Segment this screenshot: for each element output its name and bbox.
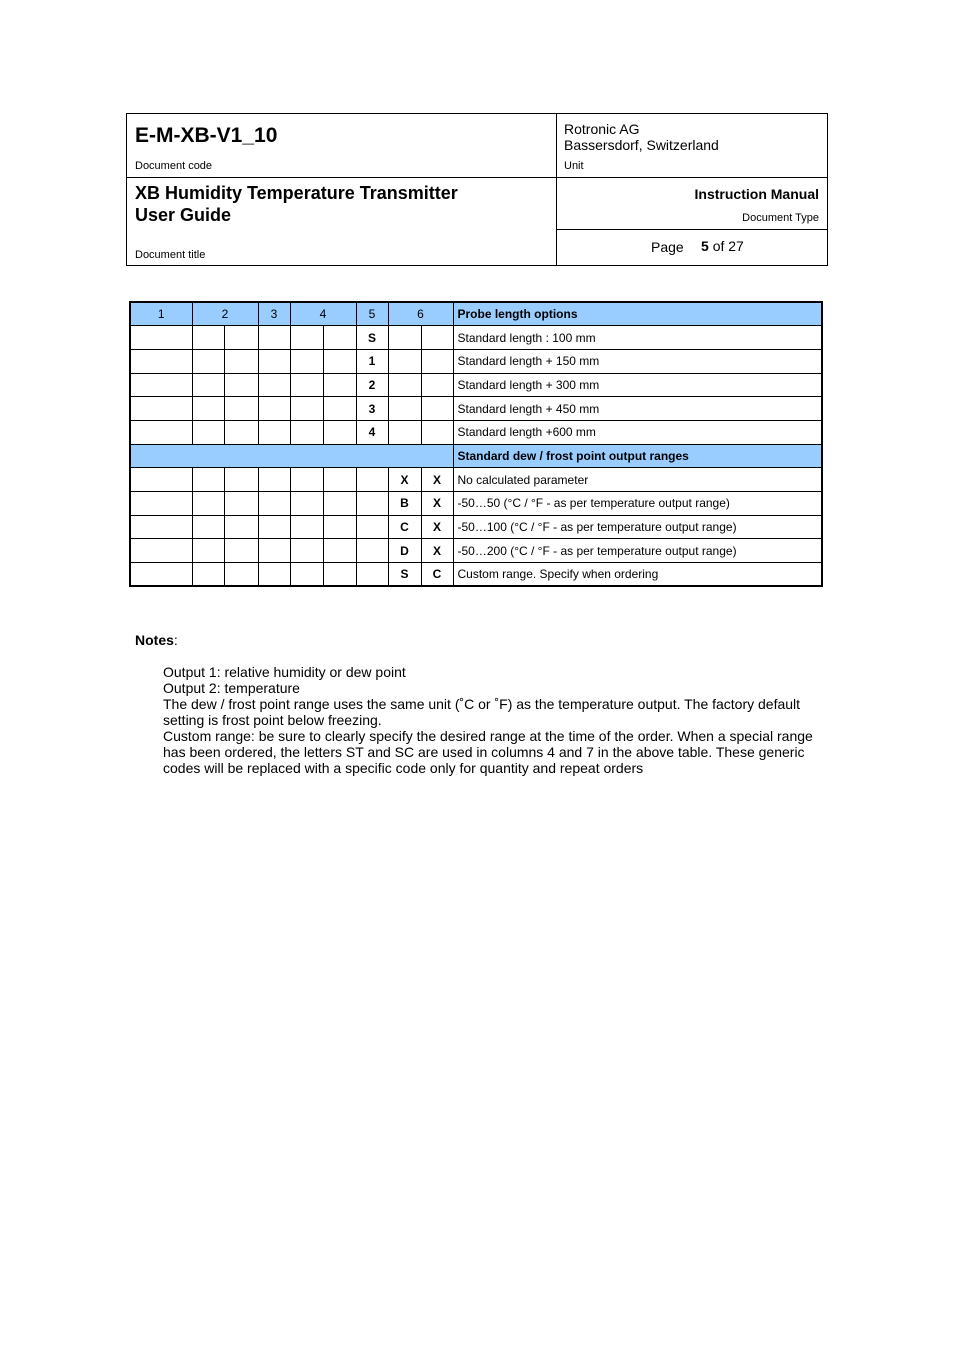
table-row xyxy=(130,492,822,516)
code-cell: D xyxy=(388,539,421,563)
description-cell: Standard length : 100 mm xyxy=(453,326,822,350)
table-row xyxy=(130,420,822,444)
col-header-2: 2 xyxy=(192,302,258,326)
probe-length-header: Probe length options xyxy=(453,302,822,326)
table-row xyxy=(130,373,822,397)
notes-heading xyxy=(135,632,178,648)
page-current: 5 xyxy=(701,238,709,254)
page-number xyxy=(701,238,744,254)
code-cell: X xyxy=(421,492,453,516)
dew-point-header: Standard dew / frost point output ranges xyxy=(453,444,822,468)
code-cell: 1 xyxy=(356,349,388,373)
code-cell: X xyxy=(421,539,453,563)
notes-colon: : xyxy=(173,632,178,648)
note-line: Custom range: be sure to clearly specify the desired range at the time of the order. When a special range has been ordered, the letters ST and SC are used in columns 4 and 7 in the above table. These generic codes will be replaced with a specific code only for quantity and repeat orders xyxy=(163,728,813,776)
company-info xyxy=(564,121,719,153)
code-cell: 3 xyxy=(356,397,388,421)
table-row xyxy=(130,349,822,373)
table-section-header-row xyxy=(130,444,822,468)
code-cell: B xyxy=(388,492,421,516)
note-line: Output 2: temperature xyxy=(163,680,300,696)
col-header-3: 3 xyxy=(258,302,290,326)
company-name: Rotronic AG xyxy=(564,121,640,137)
table-row xyxy=(130,326,822,350)
table-row xyxy=(130,563,822,587)
notes-body xyxy=(163,664,823,776)
col-header-5: 5 xyxy=(356,302,388,326)
code-cell: 4 xyxy=(356,420,388,444)
col-header-1: 1 xyxy=(130,302,192,326)
header-divider-vertical xyxy=(556,114,557,265)
table-row xyxy=(130,468,822,492)
code-cell: S xyxy=(356,326,388,350)
col-header-4: 4 xyxy=(290,302,356,326)
code-cell: X xyxy=(388,468,421,492)
document-type: Instruction Manual xyxy=(694,186,819,202)
table-header-row xyxy=(130,302,822,326)
code-cell: 2 xyxy=(356,373,388,397)
note-line: Output 1: relative humidity or dew point xyxy=(163,664,406,680)
order-code-table xyxy=(129,301,823,587)
table-row xyxy=(130,397,822,421)
page-total: of 27 xyxy=(712,238,744,254)
note-line: The dew / frost point range uses the same unit (˚C or ˚F) as the temperature output. The factory default setting is frost point below freezing. xyxy=(163,696,801,728)
document-code-label: Document code xyxy=(135,160,213,172)
document-code: E-M-XB-V1_10 xyxy=(135,124,278,147)
table-row xyxy=(130,539,822,563)
document-title xyxy=(135,182,458,226)
code-cell: S xyxy=(388,563,421,587)
code-cell: C xyxy=(421,563,453,587)
header-divider-row xyxy=(127,177,827,178)
document-type-label: Document Type xyxy=(742,212,819,224)
company-location: Bassersdorf, Switzerland xyxy=(564,137,719,153)
document-title-line1: XB Humidity Temperature Transmitter xyxy=(135,183,458,203)
code-cell: X xyxy=(421,515,453,539)
col-header-6: 6 xyxy=(388,302,453,326)
description-cell: Standard length + 450 mm xyxy=(453,397,822,421)
description-cell: Standard length + 150 mm xyxy=(453,349,822,373)
document-title-label: Document title xyxy=(135,249,206,261)
description-cell: Standard length +600 mm xyxy=(453,420,822,444)
description-cell: No calculated parameter xyxy=(453,468,822,492)
description-cell: -50…100 (°C / °F - as per temperature output range) xyxy=(453,515,822,539)
code-cell: X xyxy=(421,468,453,492)
description-cell: Standard length + 300 mm xyxy=(453,373,822,397)
code-cell: C xyxy=(388,515,421,539)
description-cell: -50…50 (°C / °F - as per temperature output range) xyxy=(453,492,822,516)
notes-title: Notes xyxy=(135,632,174,648)
description-cell: -50…200 (°C / °F - as per temperature output range) xyxy=(453,539,822,563)
description-cell: Custom range. Specify when ordering xyxy=(453,563,822,587)
table-row xyxy=(130,515,822,539)
document-title-line2: User Guide xyxy=(135,205,232,225)
header-divider-right xyxy=(556,229,827,230)
page-label: Page xyxy=(651,239,684,255)
unit-label: Unit xyxy=(564,160,584,172)
document-header xyxy=(126,113,828,266)
